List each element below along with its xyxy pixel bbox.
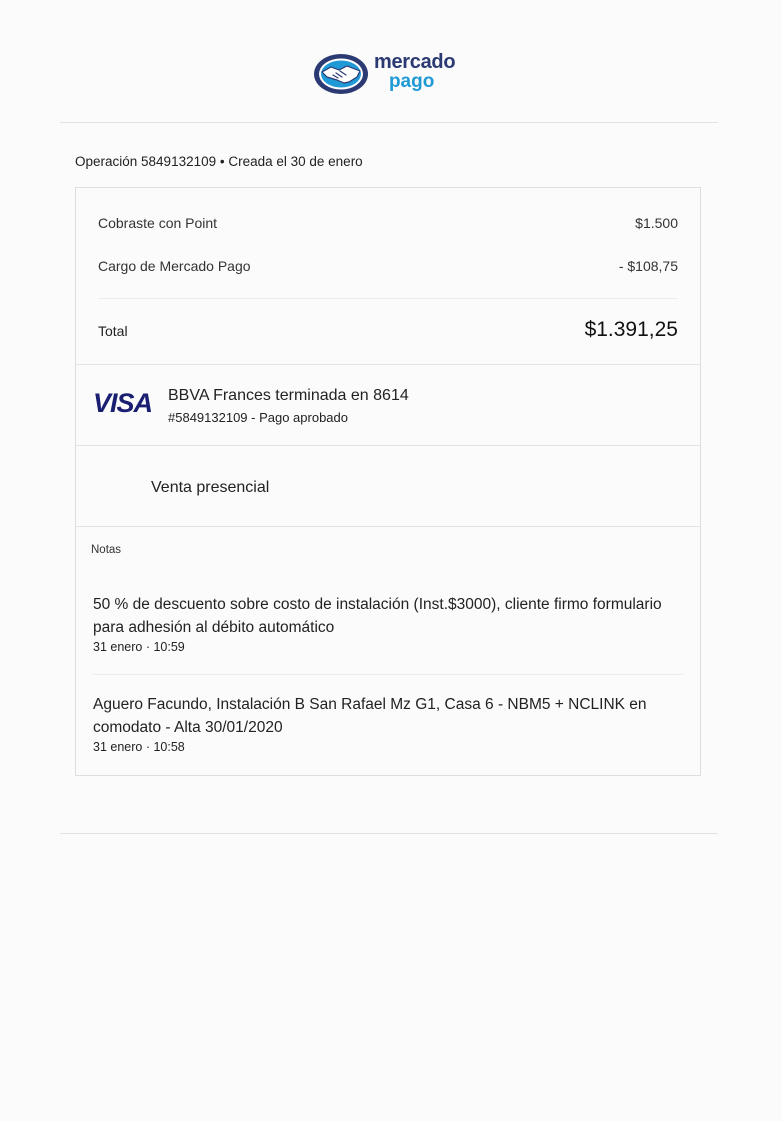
section-divider [76, 526, 700, 527]
card-description: BBVA Frances terminada en 8614 [168, 387, 409, 404]
charged-amount: $1.500 [635, 215, 678, 231]
fee-label: Cargo de Mercado Pago [98, 258, 251, 274]
brand-wordmark [374, 53, 455, 91]
section-divider [76, 364, 700, 365]
summary-divider [98, 298, 678, 299]
receipt-card [75, 187, 701, 776]
handshake-icon [313, 53, 369, 95]
note-item [93, 593, 683, 654]
fee-amount: - $108,75 [618, 258, 678, 274]
bottom-divider [60, 833, 718, 834]
note-text: Aguero Facundo, Instalación B San Rafael Mz G1, Casa 6 - NBM5 + NCLINK en comodato - Alta 30/01/2020 [93, 696, 647, 736]
brand-line-2: pago [388, 71, 435, 92]
sale-type: Venta presencial [151, 479, 270, 496]
note-item [93, 693, 683, 754]
brand-line-1: mercado [374, 51, 456, 73]
operation-header: Operación 5849132109 • Creada el 30 de enero [75, 154, 363, 169]
visa-logo: VISA [93, 388, 153, 418]
note-time: 31 enero · 10:59 [93, 640, 185, 654]
section-divider [76, 445, 700, 446]
note-time: 31 enero · 10:58 [93, 740, 185, 754]
charged-label: Cobraste con Point [98, 215, 218, 231]
mercado-pago-logo [313, 51, 473, 97]
charged-row [98, 215, 678, 231]
top-divider [60, 122, 718, 123]
note-divider [93, 674, 683, 675]
notes-title: Notas [91, 544, 122, 556]
note-text: 50 % de descuento sobre costo de instalación (Inst.$3000), cliente firmo formulario para adhesión al débito automático [93, 596, 662, 636]
total-label: Total [98, 323, 128, 339]
payment-status: #5849132109 - Pago aprobado [168, 410, 348, 425]
total-amount: $1.391,25 [584, 318, 678, 341]
fee-row [98, 258, 678, 274]
